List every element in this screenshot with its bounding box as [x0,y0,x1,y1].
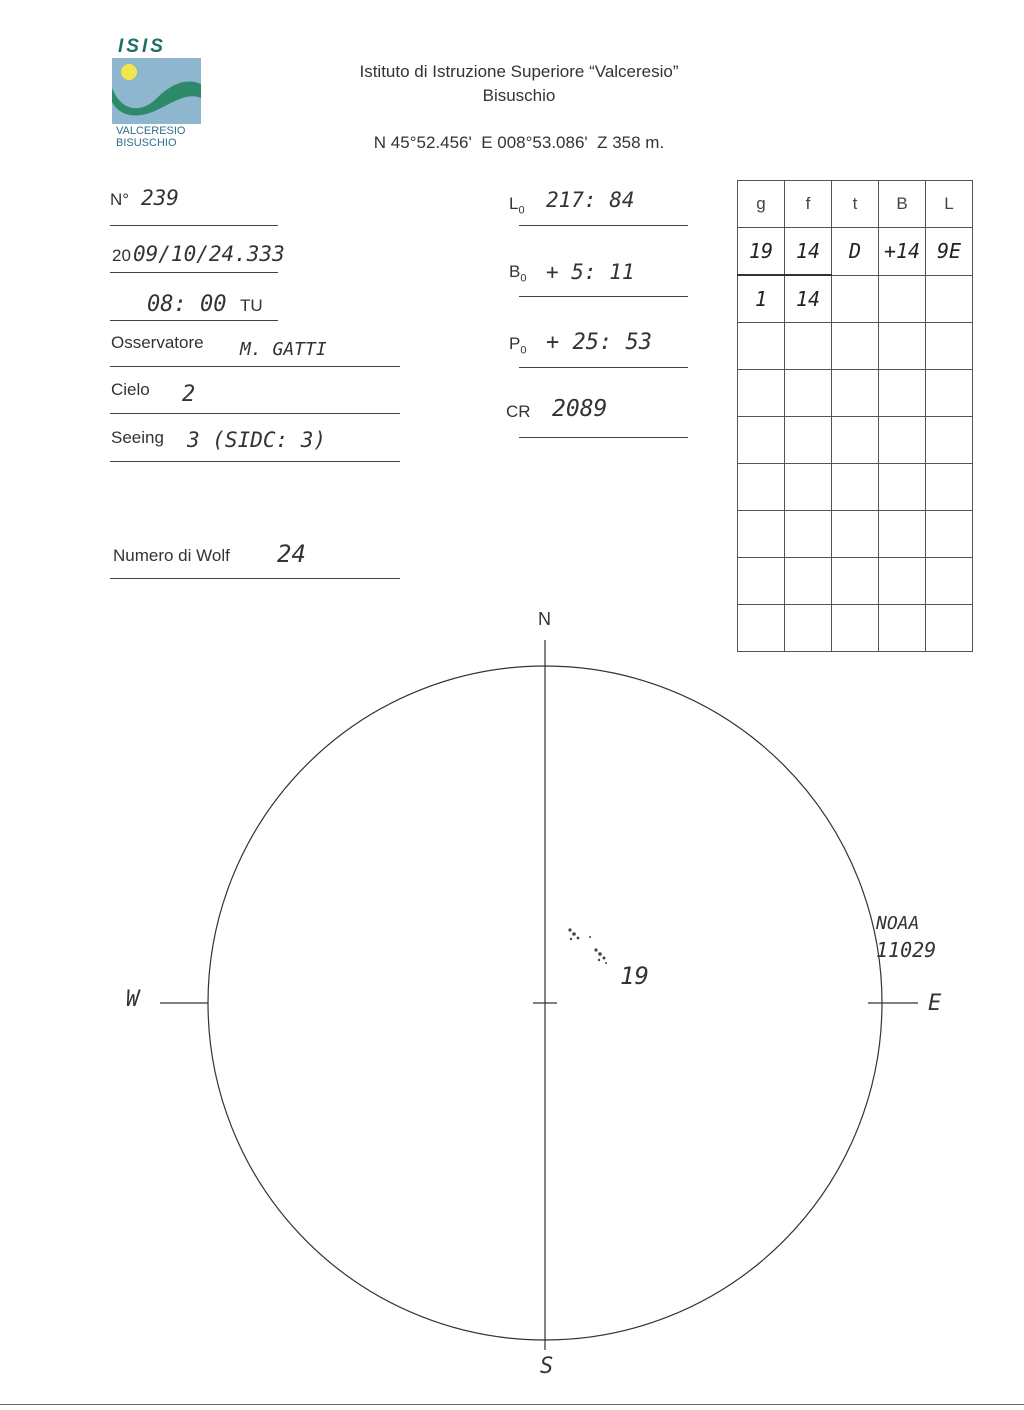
time-value: 08: 00 [147,292,227,317]
number-rule [110,225,278,226]
logo-wordmark: ISIS [118,36,166,57]
p0-subscript: 0 [520,344,527,357]
sunspot-group-table [737,180,973,652]
table-cell: 14 [785,228,832,276]
noaa-label: NOAA [876,913,920,934]
table-cell [785,558,832,605]
col-header-f: f [785,181,832,228]
table-row [738,511,973,558]
b0-value: + 5: 11 [546,260,635,284]
table-cell [785,417,832,464]
wolf-number-rule [110,578,400,579]
table-cell [832,511,879,558]
sunspot [572,932,576,936]
table-cell: 1 [738,275,785,323]
table-cell [879,605,926,652]
west-label: W [126,987,140,1012]
col-header-b: B [879,181,926,228]
wolf-number-value: 24 [277,540,306,568]
observer-value: M. GATTI [240,339,327,360]
table-cell [738,370,785,417]
table-cell [738,323,785,370]
table-cell [926,511,973,558]
table-cell [926,323,973,370]
table-cell: 19 [738,228,785,276]
sky-value: 2 [182,382,196,407]
table-cell [785,323,832,370]
sunspot [577,937,580,940]
table-cell [832,275,879,323]
sunspot [589,936,591,938]
seeing-value: 3 (SIDC: 3) [187,428,327,452]
sky-rule [110,413,400,414]
logo-emblem [112,58,201,124]
table-cell [926,605,973,652]
sunspot-group-19 [568,928,607,964]
table-cell [879,323,926,370]
seeing-label: Seeing [111,428,164,447]
observer-label: Osservatore [111,333,204,352]
table-cell [832,417,879,464]
observer-rule [110,366,400,367]
bottom-edge-line [0,1404,1024,1405]
observatory-coordinates: N 45°52.456' E 008°53.086' Z 358 m. [373,133,665,152]
p0-rule [519,367,688,368]
table-cell [879,275,926,323]
table-cell [926,417,973,464]
cr-value: 2089 [552,396,608,422]
school-logo [108,36,208,156]
table-row [738,417,973,464]
table-cell [926,558,973,605]
sunspot [605,962,607,964]
table-cell: 9E [926,228,973,276]
date-rule [110,272,278,273]
col-header-g: g [738,181,785,228]
table-cell [738,605,785,652]
b0-subscript: 0 [520,272,527,285]
number-label: N° [110,190,130,209]
table-cell [926,464,973,511]
number-value: 239 [141,186,179,210]
l0-value: 217: 84 [546,188,635,212]
wolf-number-label: Numero di Wolf [113,546,230,565]
p0-label [509,334,526,356]
table-row [738,464,973,511]
cr-label: CR [506,402,531,421]
sunspot [594,948,597,951]
l0-label [509,194,525,216]
table-row [738,323,973,370]
table-cell [832,370,879,417]
col-header-l: L [926,181,973,228]
group-number-label: 19 [620,962,649,990]
logo-school-line1: VALCERESIO [116,125,186,137]
table-cell [785,605,832,652]
table-cell: 14 [785,275,832,323]
table-cell [738,558,785,605]
table-cell [832,464,879,511]
solar-disk-circle [208,666,882,1340]
south-label: S [540,1354,554,1379]
table-cell [879,558,926,605]
sunspot [598,952,602,956]
sunspot [570,938,572,940]
table-cell [785,464,832,511]
table-cell [879,417,926,464]
table-row [738,228,973,276]
table-cell [738,417,785,464]
date-value: 09/10/24.333 [133,242,285,266]
institute-name: Istituto di Istruzione Superiore “Valceresio” [359,62,679,81]
table-cell [926,275,973,323]
b0-letter: B [509,262,521,281]
table-cell [879,511,926,558]
noaa-number: 11029 [876,938,937,962]
table-cell [738,511,785,558]
table-cell [832,558,879,605]
table-row [738,558,973,605]
institute-town: Bisuschio [482,86,556,105]
table-cell [785,511,832,558]
table-row [738,275,973,323]
table-cell [879,464,926,511]
table-cell: +14 [879,228,926,276]
table-row [738,605,973,652]
date-prefix: 20 [112,246,131,265]
p0-value: + 25: 53 [546,330,652,355]
logo-school-line2: BISUSCHIO [116,137,177,149]
col-header-t: t [832,181,879,228]
time-unit: TU [240,296,263,315]
sunspot [598,959,600,961]
table-cell [832,605,879,652]
table-cell [738,464,785,511]
table-cell [879,370,926,417]
b0-label [509,262,526,284]
p0-letter: P [509,334,521,353]
table-cell [785,370,832,417]
sky-label: Cielo [111,380,150,399]
l0-subscript: 0 [518,204,525,217]
table-cell [926,370,973,417]
seeing-rule [110,461,400,462]
table-header-row [738,181,973,228]
table-cell: D [832,228,879,276]
l0-rule [519,225,688,226]
table-cell [832,323,879,370]
cr-rule [519,437,688,438]
l0-letter: L [509,194,519,213]
sunspot [603,957,606,960]
east-label: E [928,991,942,1016]
sunspot [568,928,571,931]
table-row [738,370,973,417]
time-rule [110,320,278,321]
north-label: N [538,609,551,629]
b0-rule [519,296,688,297]
